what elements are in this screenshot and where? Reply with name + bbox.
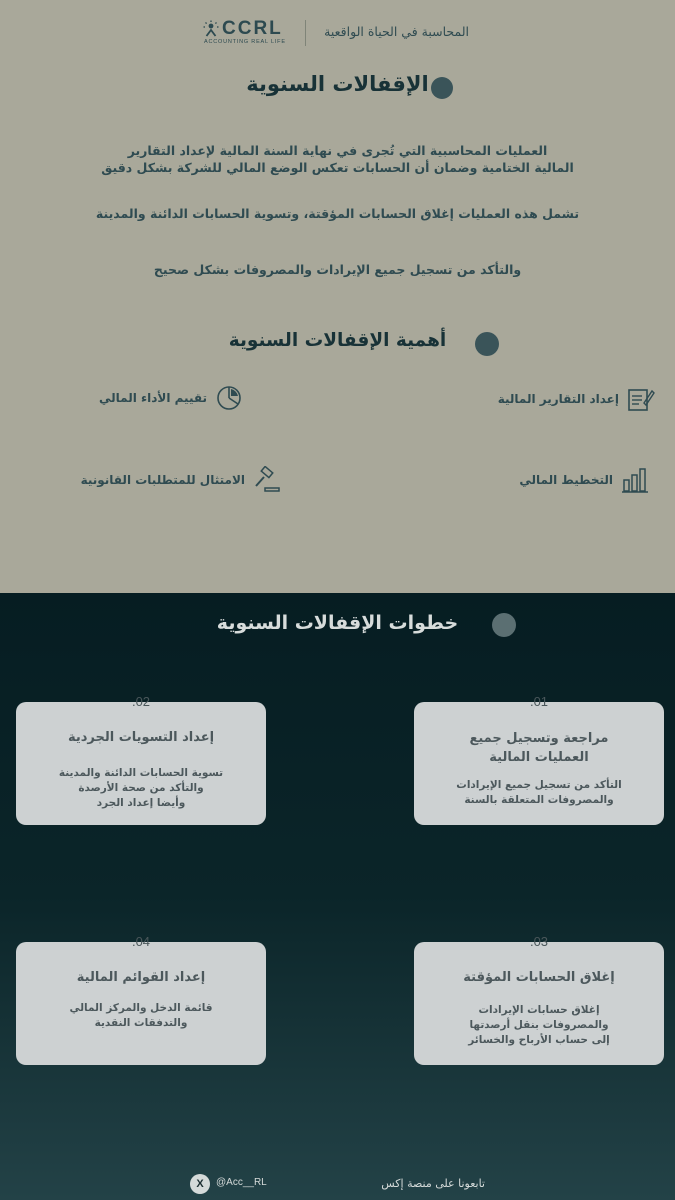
step-card-4 <box>16 934 266 1065</box>
bar-chart-icon <box>621 466 649 494</box>
importance-item-reports: إعداد التقارير المالية <box>498 386 655 412</box>
x-logo-icon[interactable]: X <box>190 1174 210 1194</box>
step-title: إغلاق الحسابات المؤقتة <box>463 970 615 985</box>
logo-text: CCRL <box>222 18 283 39</box>
step-description: قائمة الدخل والمركز المالي والتدفقات النقدية <box>69 1002 213 1029</box>
brand-divider <box>305 20 306 46</box>
sun-person-icon <box>202 20 220 38</box>
report-edit-icon <box>627 386 655 412</box>
step-title: إعداد القوائم المالية <box>76 970 206 985</box>
step-number: 02. <box>131 694 151 709</box>
title-accent-dot <box>431 77 453 99</box>
step-card-3 <box>414 934 664 1065</box>
brand-tagline: المحاسبة في الحياة الواقعية <box>324 24 469 39</box>
footer-follow <box>0 1174 675 1194</box>
title-accent-dot <box>492 613 516 637</box>
intro-title: الإقفالات السنوية <box>0 72 675 96</box>
intro-paragraph-3: والتأكد من تسجيل جميع الإيرادات والمصروفات بشكل صحيح <box>153 262 522 277</box>
step-number: 03. <box>529 934 549 949</box>
title-accent-dot <box>475 332 499 356</box>
steps-title: خطوات الإقفالات السنوية <box>0 612 675 634</box>
importance-item-performance: تقييم الأداء المالي <box>99 384 243 412</box>
step-description: تسوية الحسابات الدائنة والمدينة والتأكد من صحة الأرصدة وأيضا إعداد الجرد <box>58 767 224 809</box>
importance-item-planning: التخطيط المالي <box>519 466 649 494</box>
importance-title: أهمية الإقفالات السنوية <box>0 330 675 351</box>
intro-paragraph-2: تشمل هذه العمليات إغلاق الحسابات المؤقتة، وتسوية الحسابات الدائنة والمدينة <box>95 206 580 221</box>
gavel-icon <box>253 466 281 494</box>
step-card-1 <box>414 694 664 825</box>
brand-header <box>0 18 675 48</box>
bottom-section <box>0 593 675 1200</box>
follow-text: تابعونا على منصة إكس <box>381 1177 485 1190</box>
step-title: إعداد التسويات الجردية <box>67 730 215 745</box>
step-description: التأكد من تسجيل جميع الإيرادات والمصروفات المتعلقة بالسنة <box>456 779 622 806</box>
top-section <box>0 0 675 593</box>
step-title: مراجعة وتسجيل جميع العمليات المالية <box>469 731 609 765</box>
importance-item-compliance: الامتثال للمتطلبات القانونية <box>81 466 281 494</box>
pie-chart-icon <box>215 384 243 412</box>
step-number: 01. <box>529 694 549 709</box>
intro-paragraph-1: العمليات المحاسبية التي تُجرى في نهاية السنة المالية لإعداد التقارير المالية الختامية وضمان أن الحسابات تعكس الوضع المالي للشركة بشكل دقيق <box>101 143 574 175</box>
brand-logo <box>202 18 294 48</box>
step-card-2 <box>16 694 266 825</box>
step-number: 04. <box>131 934 151 949</box>
step-description: إغلاق حسابات الإيرادات والمصروفات بنقل أرصدتها إلى حساب الأرباح والخسائر <box>468 1004 610 1046</box>
logo-subtitle: ACCOUNTING REAL LIFE <box>204 39 286 45</box>
x-handle-link[interactable]: @Acc__RL <box>216 1177 267 1188</box>
